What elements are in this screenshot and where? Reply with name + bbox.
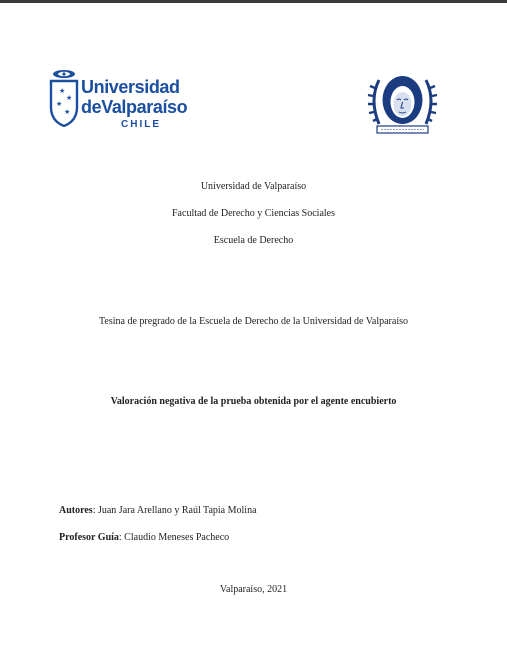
place-date: Valparaíso, 2021	[219, 584, 288, 595]
advisor-label: Profesor Guía	[59, 532, 119, 543]
svg-text:★: ★	[66, 94, 73, 102]
thesis-type: Tesina de pregrado de la Escuela de Derecho de la Universidad de Valparaíso	[99, 316, 408, 327]
svg-text:★: ★	[59, 87, 66, 95]
faculty-seal-icon	[365, 70, 440, 136]
window-top-border	[0, 0, 507, 3]
advisor-value: : Claudio Meneses Pacheco	[118, 532, 230, 543]
university-name: Universidad de Valparaíso	[200, 181, 307, 192]
svg-text:★: ★	[56, 100, 63, 108]
faculty-name: Facultad de Derecho y Ciencias Sociales	[172, 208, 335, 219]
authors-value: : Juan Jara Arellano y Raúl Tapia Molina	[92, 505, 257, 516]
university-logo	[49, 69, 188, 131]
school-name: Escuela de Derecho	[213, 235, 294, 246]
authors-line	[59, 505, 257, 516]
logo-country: CHILE	[121, 119, 161, 130]
logo-text-line2: deValparaíso	[81, 97, 188, 117]
shield-icon	[49, 69, 79, 127]
advisor-line	[59, 532, 229, 543]
svg-text:★: ★	[64, 108, 71, 116]
authors-label: Autores	[59, 505, 93, 516]
logo-text-line1: Universidad	[81, 77, 180, 97]
thesis-title: Valoración negativa de la prueba obtenida por el agente encubierto	[110, 396, 397, 407]
